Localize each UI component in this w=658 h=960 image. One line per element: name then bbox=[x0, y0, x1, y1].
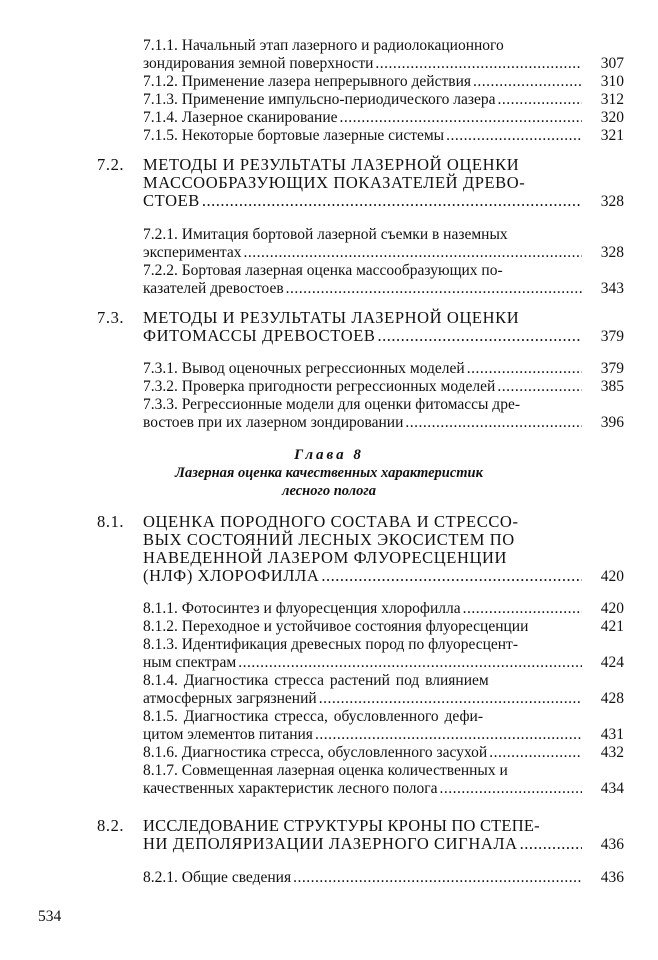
toc-entry-7-3-2[interactable] bbox=[143, 378, 584, 396]
page-ref-7-3-3: 396 bbox=[600, 414, 624, 431]
toc-entry-8-1-4[interactable] bbox=[143, 690, 584, 708]
toc-entry-8-1-4-line2: атмосферных загрязнений bbox=[143, 690, 317, 707]
toc-entry-7-3-3[interactable] bbox=[143, 414, 584, 432]
toc-entry-8-1-3[interactable] bbox=[143, 654, 584, 672]
page-ref-7-3-1: 379 bbox=[600, 360, 624, 377]
page-ref-8-1-1: 420 bbox=[600, 600, 624, 617]
toc-entry-8-1-1-text: 8.1.1. Фотосинтез и флуоресценция хлорофилла bbox=[143, 600, 461, 617]
toc-entry-8-1-2[interactable]: 8.1.2. Переходное и устойчивое состояния флуоресценции bbox=[143, 618, 529, 635]
toc-entry-8-1-7-line1: 8.1.7. Совмещенная лазерная оценка количественных и bbox=[143, 762, 508, 779]
chapter-label: Глава 8 bbox=[294, 447, 364, 463]
section-8-1[interactable] bbox=[143, 567, 584, 585]
toc-entry-8-1-5-line1: 8.1.5. Диагностика стресса, обусловленного дефи- bbox=[143, 708, 484, 725]
toc-entry-7-3-3-line2: востоев при их лазерном зондировании bbox=[143, 414, 404, 431]
page-ref-8-1-3: 424 bbox=[600, 654, 624, 671]
chapter-title-line1: Лазерная оценка качественных характеристик bbox=[175, 465, 483, 481]
section-7-2[interactable] bbox=[143, 192, 584, 210]
section-title-8-2-line1: ИССЛЕДОВАНИЕ СТРУКТУРЫ КРОНЫ ПО СТЕПЕ- bbox=[143, 816, 540, 835]
toc-entry-7-2-1-line2: экспериментах bbox=[143, 244, 242, 261]
section-number-7-2: 7.2. bbox=[97, 155, 125, 174]
toc-entry-8-2-1[interactable] bbox=[143, 869, 584, 887]
toc-entry-8-1-1[interactable] bbox=[143, 600, 584, 618]
toc-entry-8-1-3-line1: 8.1.3. Идентификация древесных пород по флуоресцент- bbox=[143, 636, 518, 653]
toc-entry-7-1-1-line1: 7.1.1. Начальный этап лазерного и радиолокационного bbox=[143, 37, 504, 54]
toc-entry-8-1-5-line2: цитом элементов питания bbox=[143, 726, 313, 743]
leader-dots bbox=[440, 780, 582, 798]
toc-entry-8-1-6-text: 8.1.6. Диагностика стресса, обусловленного засухой bbox=[143, 744, 488, 761]
toc-entry-8-1-4-line1: 8.1.4. Диагностика стресса растений под влиянием bbox=[143, 672, 489, 689]
leader-dots bbox=[243, 244, 582, 262]
leader-dots bbox=[446, 127, 582, 145]
toc-entry-7-3-1[interactable] bbox=[143, 360, 584, 378]
page-ref-7-3-2: 385 bbox=[600, 378, 624, 395]
leader-dots bbox=[340, 109, 583, 127]
page-ref-7-2-2: 343 bbox=[600, 280, 624, 297]
toc-entry-7-1-5[interactable] bbox=[143, 127, 584, 145]
section-title-7-3-line1: МЕТОДЫ И РЕЗУЛЬТАТЫ ЛАЗЕРНОЙ ОЦЕНКИ bbox=[143, 308, 520, 327]
page-ref-8-2: 436 bbox=[600, 836, 624, 853]
toc-entry-8-2-1-text: 8.2.1. Общие сведения bbox=[143, 869, 292, 886]
toc-entry-8-1-7[interactable] bbox=[143, 780, 584, 798]
section-8-2[interactable] bbox=[143, 835, 584, 853]
toc-entry-8-1-6[interactable] bbox=[143, 744, 584, 762]
page-ref-7-1-5: 321 bbox=[600, 127, 624, 144]
chapter-title-line2: лесного полога bbox=[282, 483, 376, 499]
toc-entry-7-3-1-text: 7.3.1. Вывод оценочных регрессионных моделей bbox=[143, 360, 465, 377]
toc-entry-7-2-1-line1: 7.2.1. Имитация бортовой лазерной съемки в наземных bbox=[143, 226, 508, 243]
toc-entry-7-2-2-line1: 7.2.2. Бортовая лазерная оценка массообразующих по- bbox=[143, 262, 503, 279]
page-ref-7-1-3: 312 bbox=[600, 91, 624, 108]
page-ref-7-3: 379 bbox=[600, 328, 624, 345]
section-title-7-2-line3: СТОЕВ bbox=[143, 191, 200, 210]
toc-entry-7-1-3[interactable] bbox=[143, 91, 584, 109]
leader-dots bbox=[405, 414, 582, 432]
page-number: 534 bbox=[38, 908, 62, 925]
toc-entry-7-1-2[interactable] bbox=[143, 73, 584, 91]
toc-entry-8-1-7-line2: качественных характеристик лесного полога bbox=[143, 780, 438, 797]
section-title-8-1-line4: (НЛФ) ХЛОРОФИЛЛА bbox=[143, 566, 320, 585]
section-number-8-1: 8.1. bbox=[97, 512, 125, 531]
leader-dots bbox=[489, 744, 582, 762]
leader-dots bbox=[315, 726, 582, 744]
toc-entry-7-1-1[interactable] bbox=[143, 55, 584, 73]
section-7-3[interactable] bbox=[143, 327, 584, 345]
toc-entry-7-2-1[interactable] bbox=[143, 244, 584, 262]
toc-entry-7-3-3-line1: 7.3.3. Регрессионные модели для оценки фитомассы дре- bbox=[143, 396, 520, 413]
leader-dots bbox=[286, 280, 582, 298]
toc-entry-7-2-2-line2: казателей древостоев bbox=[143, 280, 284, 297]
page-ref-8-2-1: 436 bbox=[600, 869, 624, 886]
leader-dots bbox=[467, 360, 582, 378]
leader-dots bbox=[498, 91, 582, 109]
leader-dots bbox=[497, 378, 582, 396]
toc-entry-7-1-1-line2: зондирования земной поверхности bbox=[143, 55, 374, 72]
leader-dots bbox=[375, 55, 582, 73]
page-ref-8-1-6: 432 bbox=[600, 744, 624, 761]
section-title-8-1-line2: ВЫХ СОСТОЯНИЙ ЛЕСНЫХ ЭКОСИСТЕМ ПО bbox=[143, 530, 515, 549]
toc-entry-7-2-2[interactable] bbox=[143, 280, 584, 298]
toc-entry-7-1-4[interactable] bbox=[143, 109, 584, 127]
leader-dots bbox=[293, 869, 582, 887]
page-ref-8-1-4: 428 bbox=[600, 690, 624, 707]
leader-dots bbox=[378, 327, 582, 345]
leader-dots bbox=[321, 567, 582, 585]
toc-entry-8-1-5[interactable] bbox=[143, 726, 584, 744]
leader-dots bbox=[319, 690, 582, 708]
page-ref-7-1-2: 310 bbox=[600, 73, 624, 90]
page-ref-8-1-5: 431 bbox=[600, 726, 624, 743]
page-ref-8-1-7: 434 bbox=[600, 780, 624, 797]
page-ref-7-1-1: 307 bbox=[600, 55, 624, 72]
section-title-8-2-line2: НИ ДЕПОЛЯРИЗАЦИИ ЛАЗЕРНОГО СИГНАЛА bbox=[143, 834, 518, 853]
leader-dots bbox=[463, 600, 582, 618]
section-title-7-2-line2: МАССООБРАЗУЮЩИХ ПОКАЗАТЕЛЕЙ ДРЕВО- bbox=[143, 173, 526, 192]
toc-entry-7-3-2-text: 7.3.2. Проверка пригодности регрессионных моделей bbox=[143, 378, 496, 395]
toc-entry-7-1-5-text: 7.1.5. Некоторые бортовые лазерные системы bbox=[143, 127, 445, 144]
toc-entry-7-1-4-text: 7.1.4. Лазерное сканирование bbox=[143, 109, 338, 126]
leader-dots bbox=[202, 192, 582, 210]
section-number-8-2: 8.2. bbox=[97, 816, 125, 835]
page-ref-7-2: 328 bbox=[600, 193, 624, 210]
section-title-8-1-line1: ОЦЕНКА ПОРОДНОГО СОСТАВА И СТРЕССО- bbox=[143, 512, 519, 531]
toc-entry-8-1-3-line2: ным спектрам bbox=[143, 654, 237, 671]
leader-dots bbox=[520, 835, 582, 853]
page-ref-8-1: 420 bbox=[600, 568, 624, 585]
section-title-8-1-line3: НАВЕДЕННОЙ ЛАЗЕРОМ ФЛУОРЕСЦЕНЦИИ bbox=[143, 548, 508, 567]
leader-dots bbox=[238, 654, 582, 672]
toc-entry-7-1-2-text: 7.1.2. Применение лазера непрерывного действия bbox=[143, 73, 471, 90]
section-title-7-3-line2: ФИТОМАССЫ ДРЕВОСТОЕВ bbox=[143, 326, 376, 345]
page-ref-7-2-1: 328 bbox=[600, 244, 624, 261]
toc-entry-7-1-3-text: 7.1.3. Применение импульсно-периодического лазера bbox=[143, 91, 496, 108]
leader-dots bbox=[473, 73, 582, 91]
page-ref-8-1-2: 421 bbox=[600, 618, 624, 635]
section-number-7-3: 7.3. bbox=[97, 308, 125, 327]
page-ref-7-1-4: 320 bbox=[600, 109, 624, 126]
section-title-7-2-line1: МЕТОДЫ И РЕЗУЛЬТАТЫ ЛАЗЕРНОЙ ОЦЕНКИ bbox=[143, 155, 520, 174]
